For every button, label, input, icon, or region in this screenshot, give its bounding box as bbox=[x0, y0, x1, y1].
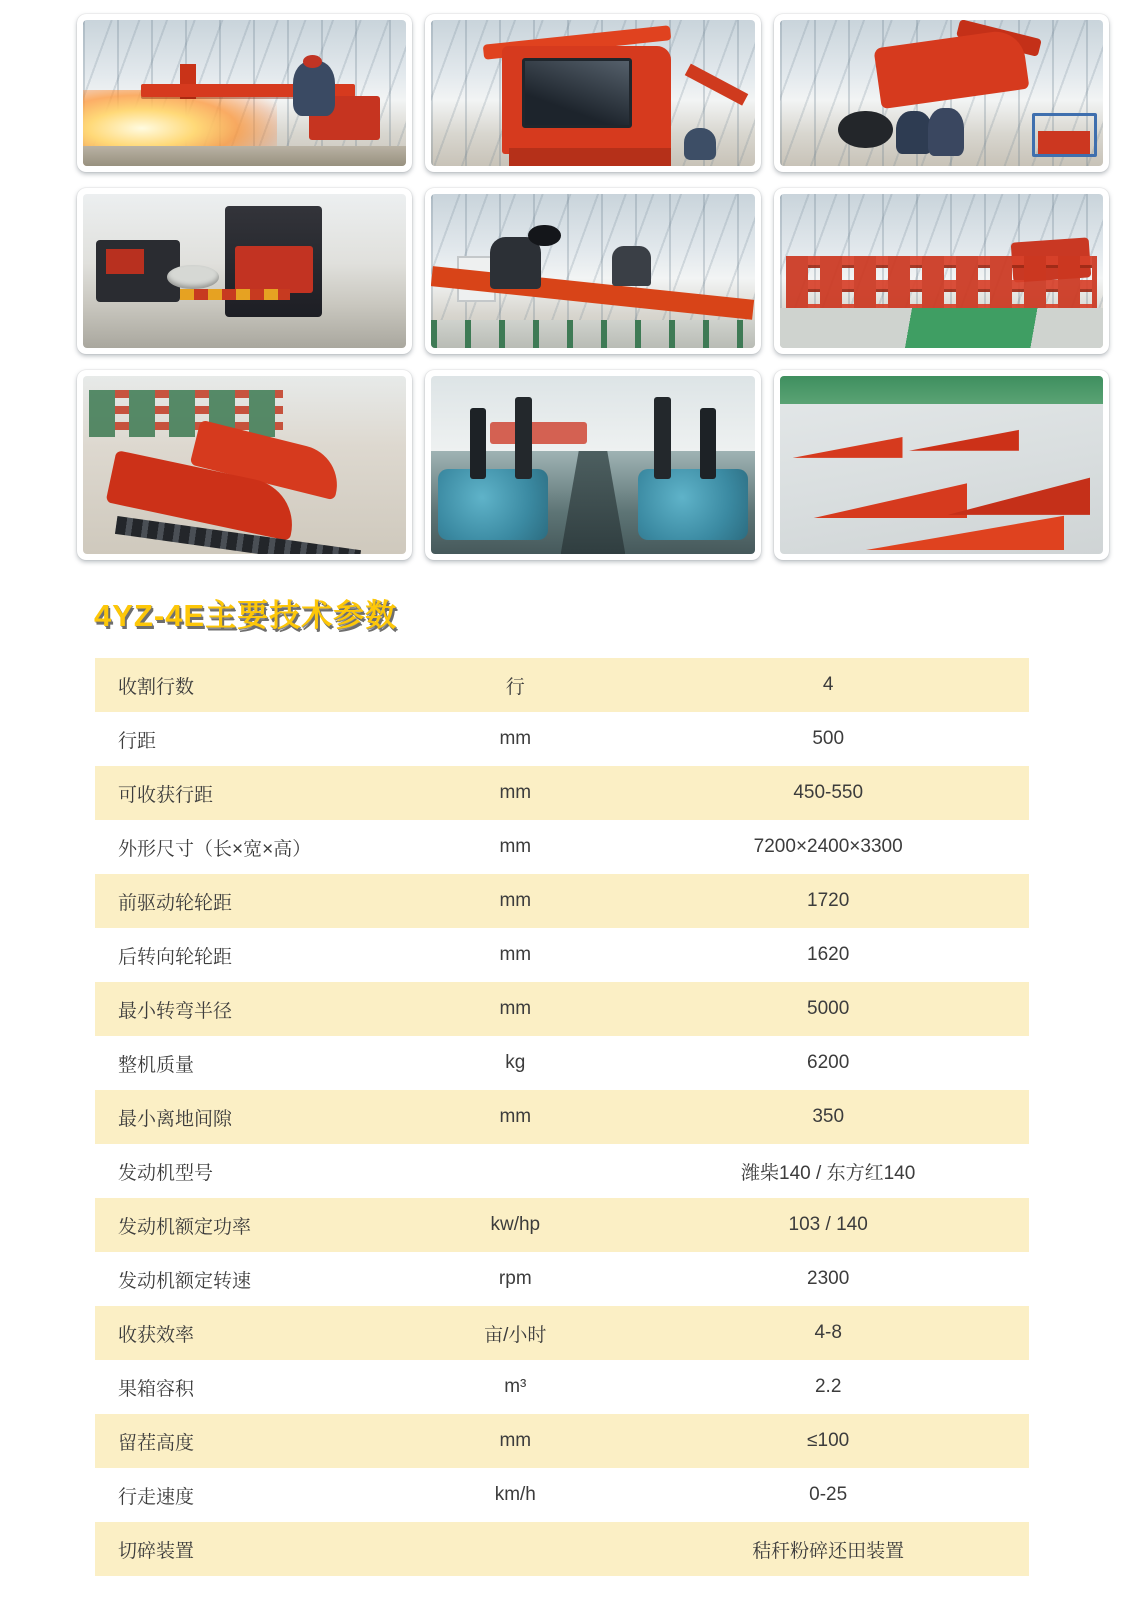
spec-parameter-name: 后转向轮轮距 bbox=[118, 946, 233, 968]
blue-gearbox-row bbox=[638, 469, 748, 540]
factory-hall-backdrop bbox=[431, 194, 754, 348]
spec-row bbox=[95, 1144, 1029, 1198]
workshop-backdrop bbox=[431, 376, 754, 554]
spec-unit: mm bbox=[499, 782, 532, 803]
spec-row bbox=[95, 1414, 1029, 1468]
spec-unit: kg bbox=[505, 1052, 526, 1073]
seat-assembly-line-photo bbox=[425, 188, 760, 354]
red-panel bbox=[106, 249, 145, 274]
header-snout-rows-photo bbox=[774, 370, 1109, 560]
spec-row bbox=[95, 1036, 1029, 1090]
striped-work-table bbox=[180, 289, 290, 300]
factory-hall-backdrop bbox=[431, 20, 754, 166]
workshop-backdrop bbox=[780, 376, 1103, 554]
spec-value: 1720 bbox=[807, 890, 850, 911]
red-machine-body bbox=[873, 27, 1029, 108]
spec-value: 450-550 bbox=[793, 782, 864, 803]
header-production-line-photo bbox=[77, 370, 412, 560]
red-parts-warehouse-photo bbox=[774, 188, 1109, 354]
spec-row bbox=[95, 766, 1029, 820]
spec-value: 秸秆粉碎还田装置 bbox=[752, 1540, 905, 1562]
hydraulic-cylinder bbox=[700, 408, 716, 479]
machine-fitting-workshop-photo bbox=[774, 14, 1109, 172]
factory-hall-backdrop bbox=[780, 194, 1103, 348]
cab-window bbox=[522, 58, 632, 128]
spec-value: 500 bbox=[812, 728, 845, 749]
hydraulic-cylinder bbox=[654, 397, 670, 479]
spec-parameter-name: 切碎装置 bbox=[118, 1540, 195, 1562]
red-snout bbox=[793, 412, 903, 458]
spec-unit: mm bbox=[499, 890, 532, 911]
factory-hall-backdrop bbox=[83, 20, 406, 166]
page-title: 4YZ-4E主要技术参数 bbox=[94, 598, 398, 633]
worker-silhouette bbox=[684, 128, 716, 160]
hydraulic-cylinder bbox=[515, 397, 531, 479]
spec-parameter-name: 整机质量 bbox=[118, 1054, 195, 1076]
spec-parameter-name: 可收获行距 bbox=[118, 784, 214, 806]
spec-row bbox=[95, 658, 1029, 712]
spec-unit: mm bbox=[499, 998, 532, 1019]
spec-row bbox=[95, 820, 1029, 874]
spec-parameter-name: 行距 bbox=[118, 730, 157, 752]
steering-wheel bbox=[528, 225, 560, 247]
spec-value: 350 bbox=[812, 1106, 845, 1127]
spec-value: 2300 bbox=[807, 1268, 850, 1289]
spec-value: 103 / 140 bbox=[788, 1214, 868, 1235]
spec-row bbox=[95, 1306, 1029, 1360]
factory-hall-backdrop bbox=[780, 20, 1103, 166]
spec-unit: km/h bbox=[494, 1484, 536, 1505]
operator-silhouette bbox=[293, 61, 335, 116]
green-wall-band bbox=[780, 376, 1103, 404]
spec-table bbox=[95, 658, 1029, 1576]
spec-parameter-name: 外形尺寸（长×宽×高） bbox=[118, 838, 312, 860]
punch-press-workshop-photo bbox=[77, 188, 412, 354]
spec-parameter-name: 行走速度 bbox=[118, 1486, 195, 1508]
spec-parameter-name: 发动机额定转速 bbox=[118, 1270, 252, 1292]
spec-value: 7200×2400×3300 bbox=[753, 836, 903, 857]
worker-silhouette bbox=[928, 108, 964, 156]
spec-unit: mm bbox=[499, 728, 532, 749]
worker-silhouette bbox=[896, 111, 932, 155]
factory-photo-grid bbox=[77, 14, 1109, 560]
gearbox-storage-photo bbox=[425, 370, 760, 560]
spec-unit: mm bbox=[499, 836, 532, 857]
red-snout bbox=[812, 458, 967, 519]
spec-row bbox=[95, 1252, 1029, 1306]
operator-seat bbox=[612, 246, 651, 286]
spec-value: 4 bbox=[822, 674, 834, 695]
spec-value: 2.2 bbox=[814, 1376, 842, 1397]
green-floor-band bbox=[780, 308, 1103, 348]
spec-parameter-name: 发动机额定功率 bbox=[118, 1216, 252, 1238]
spec-row bbox=[95, 1360, 1029, 1414]
spec-value: ≤100 bbox=[807, 1430, 850, 1451]
spec-unit: mm bbox=[499, 1430, 532, 1451]
spec-parameter-name: 收割行数 bbox=[118, 676, 195, 698]
spec-row bbox=[95, 928, 1029, 982]
red-snout bbox=[948, 451, 1090, 515]
spec-row bbox=[95, 1090, 1029, 1144]
workshop-backdrop bbox=[83, 194, 406, 348]
cab-base bbox=[509, 148, 671, 166]
spec-row bbox=[95, 1198, 1029, 1252]
spec-parameter-name: 最小转弯半径 bbox=[118, 1000, 233, 1022]
spec-value: 0-25 bbox=[809, 1484, 848, 1505]
spec-row bbox=[95, 1522, 1029, 1576]
spec-unit: kw/hp bbox=[490, 1214, 541, 1235]
green-conveyor-legs bbox=[431, 320, 754, 348]
spec-value: 潍柴140 / 东方红140 bbox=[741, 1162, 916, 1184]
harvester-cab-assembly-photo bbox=[425, 14, 760, 172]
spec-parameter-name: 留茬高度 bbox=[118, 1432, 195, 1454]
spec-value: 1620 bbox=[807, 944, 850, 965]
spec-unit: mm bbox=[499, 944, 532, 965]
red-machines-background bbox=[490, 422, 587, 443]
spec-unit: 亩/小时 bbox=[484, 1324, 547, 1346]
red-press-frame bbox=[235, 246, 313, 292]
blue-gearbox-row bbox=[438, 469, 548, 540]
spec-value: 6200 bbox=[807, 1052, 850, 1073]
spec-unit: 行 bbox=[505, 676, 525, 698]
spec-parameter-name: 果箱容积 bbox=[118, 1378, 195, 1400]
spec-row bbox=[95, 712, 1029, 766]
spec-parameter-name: 前驱动轮轮距 bbox=[118, 892, 233, 914]
spec-row bbox=[95, 1468, 1029, 1522]
spec-table-body bbox=[95, 658, 1029, 1576]
spec-parameter-name: 最小离地间隙 bbox=[118, 1108, 233, 1130]
red-part bbox=[1038, 131, 1090, 154]
spec-value: 4-8 bbox=[814, 1322, 842, 1343]
plasma-cutting-workshop-photo bbox=[77, 14, 412, 172]
steel-coil bbox=[167, 265, 219, 290]
green-benches-with-parts bbox=[89, 390, 283, 436]
spec-parameter-name: 收获效率 bbox=[118, 1324, 195, 1346]
workshop-floor bbox=[83, 146, 406, 166]
red-parts-rows bbox=[786, 256, 1096, 308]
spec-row bbox=[95, 982, 1029, 1036]
red-snout bbox=[909, 404, 1019, 450]
operator-seat bbox=[490, 237, 542, 289]
red-arm bbox=[684, 64, 747, 106]
spec-unit: m³ bbox=[504, 1376, 527, 1397]
spec-parameter-name: 发动机型号 bbox=[118, 1162, 214, 1184]
spec-row bbox=[95, 874, 1029, 928]
spec-unit: rpm bbox=[498, 1268, 532, 1289]
hydraulic-cylinder bbox=[470, 408, 486, 479]
spec-value: 5000 bbox=[807, 998, 850, 1019]
tyre bbox=[838, 111, 893, 149]
workshop-backdrop bbox=[83, 376, 406, 554]
spec-unit: mm bbox=[499, 1106, 532, 1127]
